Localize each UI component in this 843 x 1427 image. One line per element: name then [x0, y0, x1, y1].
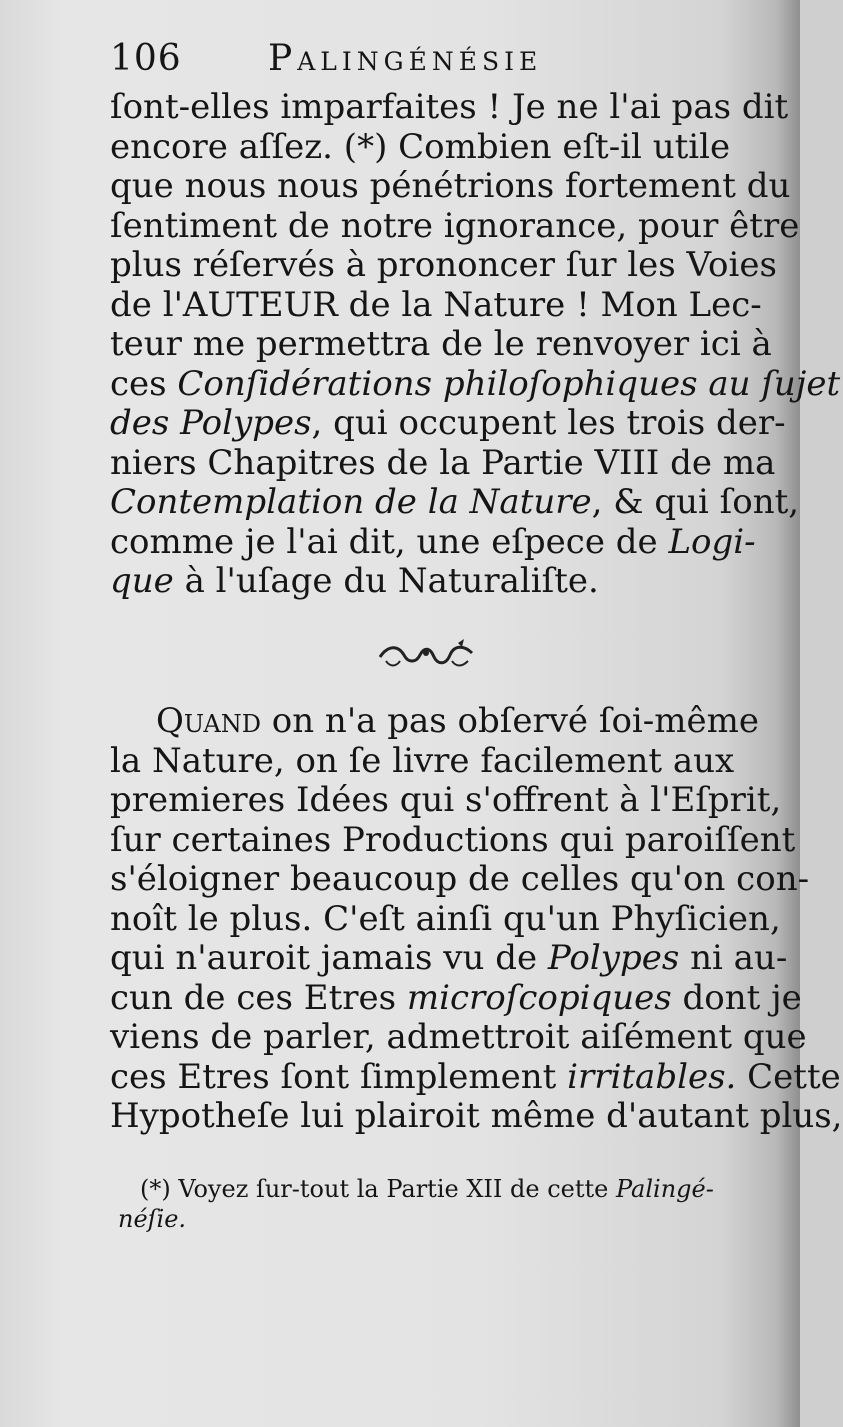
text-line [110, 1056, 841, 1098]
text-line: s'éloigner beaucoup de celles qu'on con- [110, 859, 810, 899]
text-segment: , & qui ſont, [591, 482, 800, 522]
text-line [110, 363, 841, 405]
text-line: ſentiment de notre ignorance, pour être [110, 205, 800, 246]
text-segment: dont je [671, 977, 802, 1018]
footnote [118, 1174, 748, 1234]
text-line: encore aſſez. (*) Combien eſt-il utile [110, 126, 731, 167]
text-segment: Cette [736, 1056, 841, 1097]
text-line [110, 977, 802, 1019]
floral-ornament-icon [376, 635, 476, 675]
page-header [110, 38, 710, 88]
text-line: teur me permettra de le renvoyer ici à [110, 324, 772, 364]
text-line [110, 403, 786, 444]
paragraph-2 [110, 701, 843, 1137]
text-segment: , qui occupent les trois der- [311, 403, 786, 443]
text-line [110, 521, 756, 563]
text-segment: comme je l'ai dit, une eſpece de [110, 521, 669, 562]
italic-word: microſcopiques [406, 977, 672, 1018]
text-line: ſont-elles imparfaites ! Je ne l'ai pas dit [110, 87, 789, 127]
italic-word: néſie. [118, 1205, 187, 1233]
text-line [110, 701, 760, 742]
footnote-line [118, 1174, 748, 1204]
text-line: Hypotheſe lui plairoit même d'autant plus, [110, 1096, 843, 1136]
text-segment: cun de ces Etres [110, 977, 407, 1018]
text-segment: ces [110, 363, 178, 404]
text-segment: ces Etres ſont ſimplement [110, 1056, 568, 1097]
text-line: ſur certaines Productions qui paroiſſent [110, 819, 796, 860]
text-segment: ni au- [679, 938, 788, 978]
page-number: 106 [110, 38, 182, 79]
text-line: plus réſervés à prononcer ſur les Voies [110, 245, 777, 285]
italic-title: Contemplation de la Nature [110, 482, 592, 522]
text-line: la Nature, on ſe livre facilement aux [110, 740, 735, 781]
text-line: niers Chapitres de la Partie VIII de ma [110, 442, 776, 483]
text-line [110, 938, 788, 979]
italic-word: Polypes [547, 938, 680, 978]
italic-word: irritables. [567, 1056, 737, 1097]
text-line: noît le plus. C'eſt ainſi qu'un Phyſicien, [110, 898, 781, 939]
text-line [110, 562, 735, 602]
text-line: premieres Idées qui s'offrent à l'Eſprit, [110, 780, 782, 820]
text-segment: à l'uſage du Naturaliſte. [173, 561, 599, 601]
text-segment: on n'a pas obſervé ſoi-même [260, 701, 760, 741]
text-line [110, 482, 800, 523]
italic-word: Logi- [668, 521, 756, 562]
small-caps-opening: Quand [156, 701, 261, 741]
footnote-line [118, 1204, 748, 1234]
text-segment: qui n'auroit jamais vu de [110, 938, 548, 978]
italic-word: que [110, 561, 174, 601]
text-segment: (*) Voyez ſur-tout la Partie XII de cette [140, 1175, 616, 1203]
paragraph-1 [110, 87, 841, 602]
italic-word: Palingé- [615, 1175, 714, 1203]
text-line: viens de parler, admettroit aiſément que [110, 1017, 807, 1057]
italic-title: des Polypes [110, 403, 312, 443]
italic-title: Conſidérations philoſophiques au ſujet [177, 363, 841, 404]
text-line: de l'AUTEUR de la Nature ! Mon Lec- [110, 284, 762, 325]
text-line: que nous nous pénétrions fortement du [110, 166, 791, 206]
running-title: Palingénésie [268, 38, 543, 79]
